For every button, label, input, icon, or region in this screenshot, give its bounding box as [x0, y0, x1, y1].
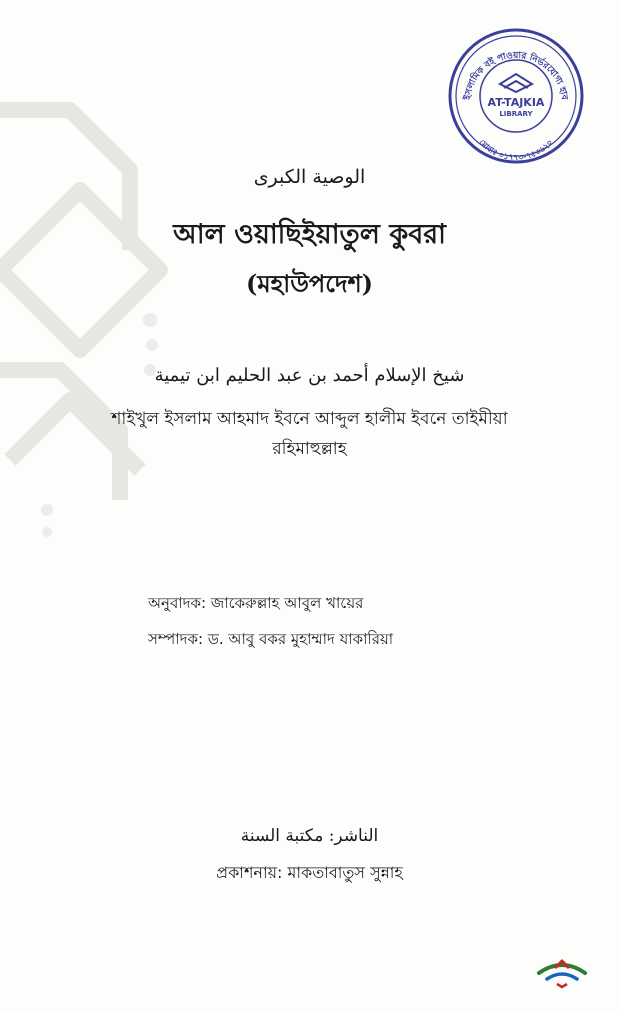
author-honorific: রহিমাহুল্লাহ — [272, 439, 347, 459]
svg-text:ইসলামিক বই পাওয়ার নির্ভরযোগ্য — [461, 51, 569, 102]
publisher-bengali: প্রকাশনায়: মাকতাবাতুস সুন্নাহ — [216, 863, 403, 882]
translator-credit: অনুবাদক: জাকেরুল্লাহ আবুল খায়ের — [148, 594, 364, 612]
background-ornament — [0, 70, 190, 550]
publisher-logo-icon — [533, 951, 591, 991]
publisher-arabic: الناشر: مكتبة السنة — [240, 826, 379, 846]
stamp-book-icon — [500, 74, 532, 92]
title-arabic: الوصية الكبرى — [253, 166, 366, 188]
stamp-name: AT-TAJKIA — [487, 96, 545, 109]
stamp-bottom-text: মোবাঃ ০১৭৭৩-৭৫৩৬২০ — [477, 137, 555, 163]
library-stamp — [446, 26, 586, 166]
author-arabic: شيخ الإسلام أحمد بن عبد الحليم ابن تيمية — [154, 365, 465, 386]
editor-credit: সম্পাদক: ড. আবু বকর মুহাম্মাদ যাকারিয়া — [148, 630, 394, 648]
stamp-top-text: ইসলামিক বই পাওয়ার নির্ভরযোগ্য হাব — [463, 50, 569, 101]
svg-text:মোবাঃ ০১৭৭৩-৭৫৩৬২০ — [477, 138, 554, 162]
author-bengali: শাইখুল ইসলাম আহমাদ ইবনে আব্দুল হালীম ইবনে তাইমীয়া — [111, 409, 508, 429]
title-bengali-subtitle: (মহাউপদেশ) — [245, 269, 374, 298]
stamp-subname: LIBRARY — [499, 110, 533, 118]
title-bengali: আল ওয়াছিইয়াতুল কুবরা — [173, 219, 446, 250]
